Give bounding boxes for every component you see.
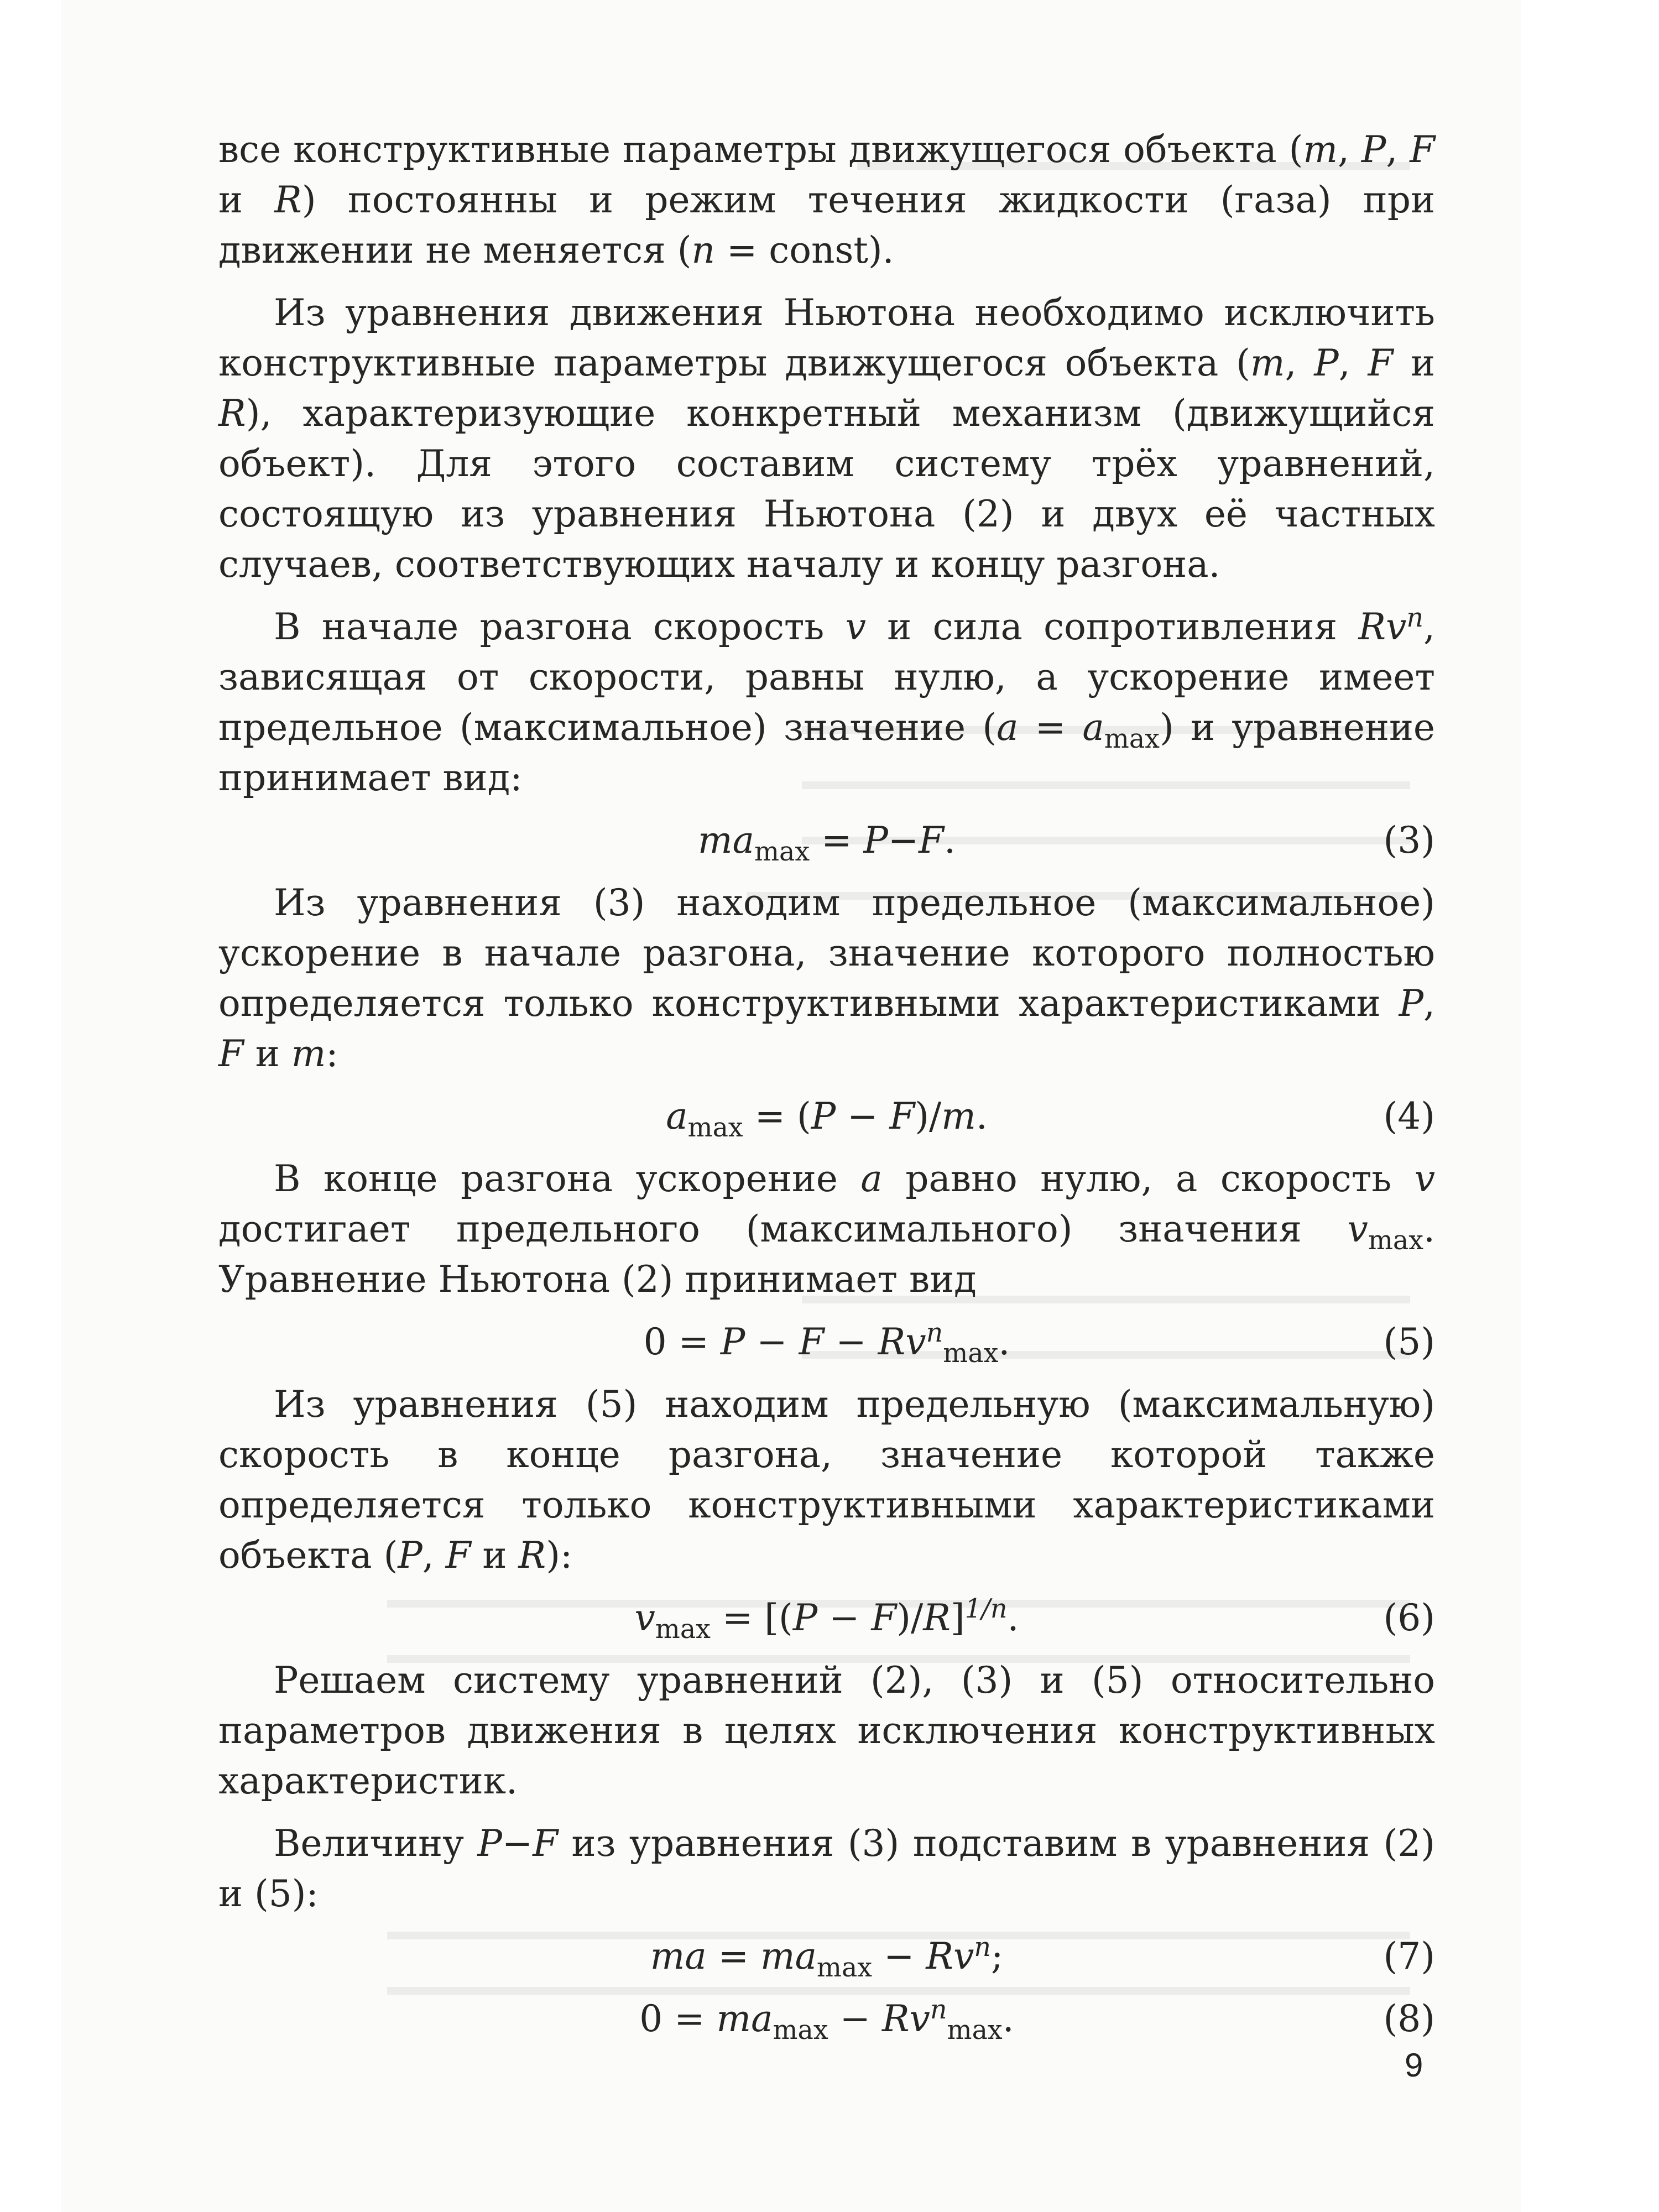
text-run: . <box>998 1321 1010 1363</box>
equation-eq6 <box>218 1593 1435 1643</box>
subscript: max <box>1368 1225 1424 1256</box>
subscript: max <box>655 1614 711 1645</box>
text-run: и <box>243 1032 291 1075</box>
equation-body <box>218 1593 1435 1643</box>
text-run: ) постоянны и режим течения жидкости (газа) при движении не меняется ( <box>218 179 1435 272</box>
math-variable: P <box>792 1597 818 1639</box>
text-run: : <box>326 1032 338 1075</box>
math-variable: Rv <box>881 1997 930 2040</box>
equation-number: (4) <box>1383 1095 1435 1138</box>
paragraph-p4 <box>218 878 1435 1079</box>
text-run: . <box>1007 1597 1019 1639</box>
text-run: равно нулю, а скорость <box>882 1157 1415 1200</box>
text-run: В начале разгона скорость <box>274 606 846 648</box>
subscript: max <box>687 1113 743 1144</box>
math-variable: Rv <box>926 1935 974 1978</box>
text-run: Из уравнения (3) находим предельное (максимальное) ускорение в начале разгона, значение которого полностью определяется только конструктивными характеристиками <box>218 881 1435 1025</box>
math-variable: P <box>863 819 888 862</box>
math-variable: ma <box>716 1997 773 2040</box>
math-variable: a <box>1082 706 1104 749</box>
equation-number: (3) <box>1383 819 1435 862</box>
math-variable: P <box>1399 982 1424 1025</box>
text-run: Из уравнения (5) находим предельную (максимальную) скорость в конце разгона, значение которой также определяется только конструктивными характеристиками объекта ( <box>218 1383 1435 1577</box>
equation-number: (6) <box>1383 1597 1435 1639</box>
math-variable: F <box>1368 342 1394 384</box>
text-run: , зависящая от скорости, равны нулю, а ускорение имеет предельное (максимальное) значение ( <box>218 606 1435 749</box>
equation-eq8 <box>218 1994 1435 2044</box>
math-variable: n <box>691 229 715 272</box>
math-variable: F <box>919 819 944 862</box>
text-run: и сила сопротивления <box>865 606 1359 648</box>
equation-number: (8) <box>1383 1997 1435 2040</box>
math-variable: P <box>720 1321 745 1363</box>
math-variable: P <box>398 1534 422 1577</box>
math-variable: F <box>799 1321 825 1363</box>
math-variable: v <box>845 606 866 648</box>
math-variable: n <box>926 1318 943 1348</box>
text-run: достигает предельного (максимального) значения <box>218 1208 1348 1250</box>
math-variable: ma <box>698 819 754 862</box>
text-run: , <box>1338 128 1361 171</box>
text-run: 0 = <box>639 1997 717 2040</box>
math-variable: m <box>1250 342 1285 384</box>
paragraph-p3 <box>218 602 1435 803</box>
math-variable: a <box>997 706 1019 749</box>
equation-eq5 <box>218 1317 1435 1367</box>
subscript: max <box>773 2015 828 2046</box>
subscript: max <box>947 2015 1003 2046</box>
text-run: )/ <box>915 1095 942 1138</box>
math-variable: F <box>889 1095 915 1138</box>
text-run: , <box>1423 982 1435 1025</box>
math-variable: R <box>274 179 302 221</box>
text-run: = ( <box>743 1095 811 1138</box>
equation-eq4 <box>218 1091 1435 1144</box>
paragraph-p6 <box>218 1379 1435 1580</box>
text-run: 0 = <box>643 1321 721 1363</box>
text-run: . <box>975 1095 988 1138</box>
math-variable: n <box>974 1932 991 1963</box>
math-variable: m <box>941 1095 976 1138</box>
math-variable: Rv <box>1358 606 1407 648</box>
text-run: и <box>1393 342 1436 384</box>
text-run: − <box>745 1321 799 1363</box>
text-run: )/ <box>896 1597 924 1639</box>
paragraph-p2 <box>218 288 1435 589</box>
text-run: ): <box>546 1534 573 1577</box>
subscript: max <box>943 1338 999 1369</box>
math-variable: P <box>1314 342 1339 384</box>
equation-number: (5) <box>1383 1321 1435 1363</box>
paragraph-p8 <box>218 1818 1435 1919</box>
text-run: и <box>218 179 275 221</box>
text-run: Решаем систему уравнений (2), (3) и (5) относительно параметров движения в целях исключения конструктивных характеристик. <box>218 1659 1435 1802</box>
text-run: = <box>706 1935 760 1978</box>
equation-body <box>218 1317 1435 1367</box>
text-run: − <box>817 1597 872 1639</box>
math-variable: m <box>1303 128 1338 171</box>
equation-number: (7) <box>1383 1935 1435 1978</box>
math-variable: v <box>1347 1208 1368 1250</box>
paragraph-p7 <box>218 1655 1435 1806</box>
equation-body <box>218 1091 1435 1144</box>
text-run: − <box>824 1321 878 1363</box>
text-run: , <box>422 1534 446 1577</box>
text-run: В конце разгона ускорение <box>274 1157 861 1200</box>
math-variable: P <box>811 1095 836 1138</box>
text-run: = const). <box>714 229 894 272</box>
text-run: − <box>888 819 919 862</box>
document-body <box>218 124 1435 2056</box>
text-run: ) и уравнение принимает вид: <box>218 706 1435 799</box>
text-run: все конструктивные параметры движущегося объекта ( <box>218 128 1303 171</box>
math-variable: F <box>871 1597 897 1639</box>
math-variable: n <box>1406 603 1424 633</box>
equation-eq7 <box>218 1931 1435 1984</box>
page-number: 9 <box>1405 2047 1423 2084</box>
math-variable: v <box>1414 1157 1435 1200</box>
equation-body <box>218 1931 1435 1984</box>
equation-body <box>218 815 1435 868</box>
subscript: max <box>1104 724 1160 755</box>
equation-body <box>218 1994 1435 2044</box>
paragraph-p1 <box>218 124 1435 275</box>
text-run: , <box>1386 128 1410 171</box>
math-variable: P <box>1361 128 1386 171</box>
text-run: − <box>828 1997 882 2040</box>
text-run: , <box>1285 342 1314 384</box>
text-run: ] <box>950 1597 965 1639</box>
equation-eq3 <box>218 815 1435 868</box>
subscript: max <box>816 1953 873 1984</box>
math-variable: F <box>218 1032 244 1075</box>
math-variable: P <box>477 1822 502 1865</box>
math-variable: a <box>666 1095 688 1138</box>
subscript: max <box>754 837 810 868</box>
math-variable: F <box>445 1534 471 1577</box>
text-run: , <box>1338 342 1368 384</box>
text-run: из уравнения (3) подставим в уравнения (2) и (5): <box>218 1822 1435 1915</box>
math-variable: m <box>291 1032 326 1075</box>
math-variable: v <box>634 1597 655 1639</box>
math-variable: a <box>860 1157 883 1200</box>
text-run: = <box>810 819 864 862</box>
text-run: . <box>943 819 956 862</box>
text-run: − <box>836 1095 890 1138</box>
text-run: и <box>471 1534 519 1577</box>
math-variable: F <box>1410 128 1435 171</box>
math-variable: ma <box>760 1935 817 1978</box>
paragraph-p5 <box>218 1154 1435 1305</box>
math-variable: R <box>923 1597 951 1639</box>
math-variable: R <box>218 392 246 435</box>
math-variable: F <box>533 1822 558 1865</box>
text-run: Величину <box>274 1822 478 1865</box>
text-run: . <box>1002 1997 1014 2040</box>
text-run: ; <box>990 1935 1004 1978</box>
text-run: ), характеризующие конкретный механизм (движущийся объект). Для этого составим систему трёх уравнений, состоящую из уравнения Ньютона (2) и двух её частных случаев, соответствующих началу и концу разгона. <box>218 392 1435 586</box>
text-run: − <box>872 1935 926 1978</box>
math-variable: ma <box>650 1935 707 1978</box>
text-run: Из уравнения движения Ньютона необходимо исключить конструктивные параметры движущегося объекта ( <box>218 291 1435 384</box>
math-variable: 1/n <box>964 1594 1008 1624</box>
text-run: = <box>1018 706 1083 749</box>
text-run: . Уравнение Ньютона (2) принимает вид <box>218 1208 1435 1301</box>
math-variable: Rv <box>878 1321 926 1363</box>
text-run: = [( <box>710 1597 793 1639</box>
math-variable: R <box>518 1534 546 1577</box>
math-variable: n <box>930 1995 947 2025</box>
text-run: − <box>502 1822 533 1865</box>
